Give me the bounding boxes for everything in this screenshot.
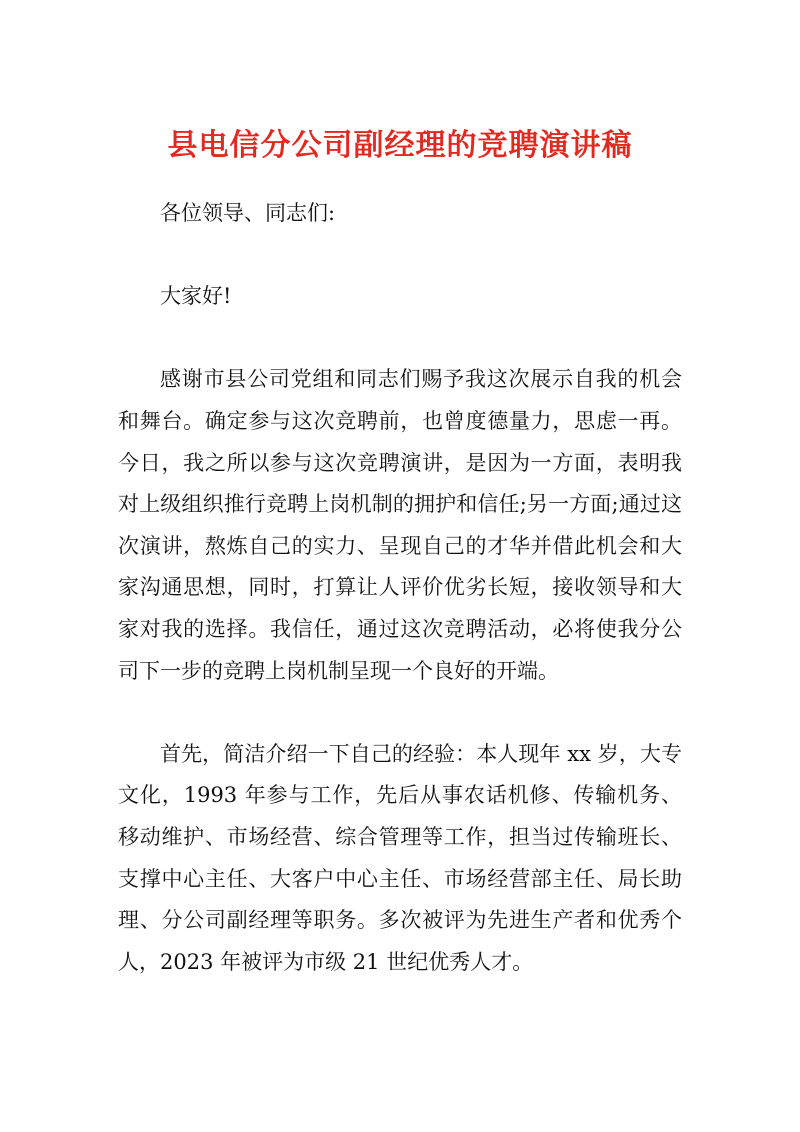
- salutation-paragraph: 各位领导、同志们:: [160, 201, 336, 225]
- greeting-paragraph: 大家好!: [160, 284, 232, 309]
- document-title: 县电信分公司副经理的竞聘演讲稿: [167, 128, 633, 163]
- introduction-paragraph: 首先，简洁介绍一下自己的经验：本人现年 xx 岁，大专文化，1993 年参与工作，先后从事农话机修、传输机务、移动维护、市场经营、综合管理等工作，担当过传输班长、支撑中心主任、大客户中心主任、市场经营部主任、局长助理、分公司副经理等职务。多次被评为先进生产者和优秀个人，2023 年被评为市级 21 世纪优秀人才。: [118, 741, 682, 974]
- thanks-paragraph: 感谢市县公司党组和同志们赐予我这次展示自我的机会和舞台。确定参与这次竞聘前，也曾度德量力，思虑一再。今日，我之所以参与这次竞聘演讲，是因为一方面，表明我对上级组织推行竞聘上岗机制的拥护和信任;另一方面;通过这次演讲，熬炼自己的实力、呈现自己的才华并借此机会和大家沟通思想，同时，打算让人评价优劣长短，接收领导和大家对我的选择。我信任，通过这次竞聘活动，必将使我分公司下一步的竞聘上岗机制呈现一个良好的开端。: [118, 367, 682, 683]
- document-body: [118, 193, 682, 983]
